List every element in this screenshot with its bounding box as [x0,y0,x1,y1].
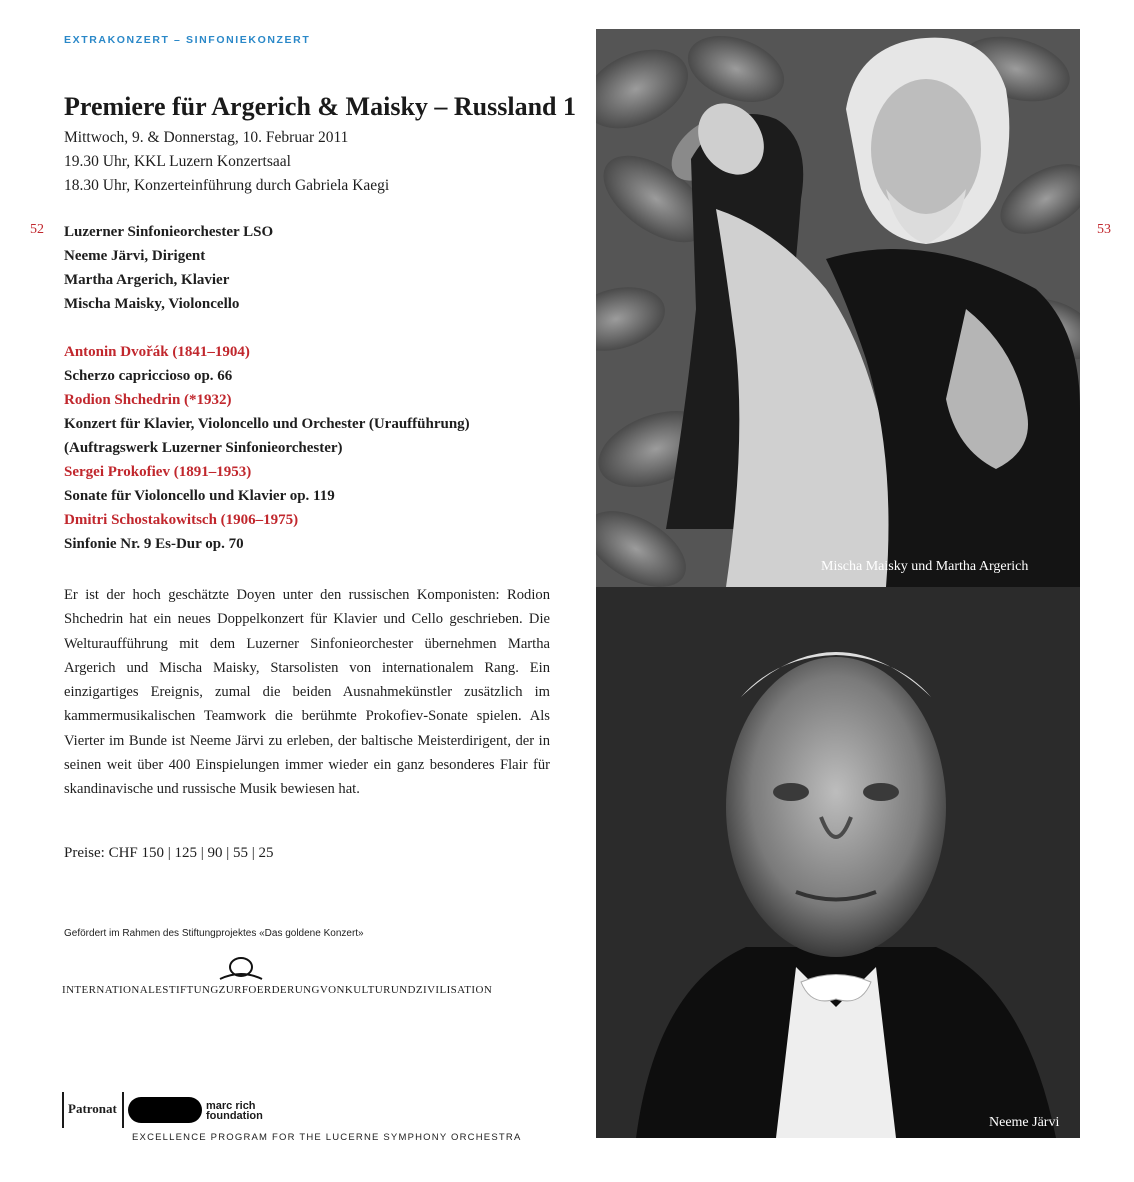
composer-prokofiev: Sergei Prokofiev (1891–1953) [64,464,252,480]
sponsor-note: Gefördert im Rahmen des Stiftungprojektes «Das goldene Konzert» [64,928,364,939]
composer-dvorak: Antonin Dvořák (1841–1904) [64,344,250,360]
description-paragraph: Er ist der hoch geschätzte Doyen unter den russischen Komponisten: Rodion Shchedrin hat ein neues Doppelkonzert für Klavier und Cello geschrieben. Die Welturaufführung mit dem Luzerner Sinfonieorchester übernehmen Martha Argerich und Mischa Maisky, Starsolisten von internationalem Rang. Ein einzigartiges Ereignis, zumal die beiden Ausnahmekünstler zusätzlich im kammermusikalischen Teamwork die berühmte Prokofiev-Sonate spielen. Als Vierter im Bunde ist Neeme Järvi zu erleben, der baltische Meisterdirigent, der in seinen weit über 400 Einspielungen immer wieder ein ganz besonderes Flair für skandinavische und russische Musik bewiesen hat. [64,587,550,798]
marc-rich-logo-text: marc rich foundation [206,1100,263,1122]
composer-shchedrin: Rodion Shchedrin (*1932) [64,392,232,408]
photo-maisky-argerich [596,29,1080,587]
performer-list [64,220,273,316]
price-list: Preise: CHF 150 | 125 | 90 | 55 | 25 [64,845,274,861]
event-intro-talk: 18.30 Uhr, Konzerteinführung durch Gabriela Kaegi [64,177,390,194]
photo-jarvi [596,587,1080,1138]
page-title: Premiere für Argerich & Maisky – Russland 1 [64,92,577,121]
divider [122,1092,124,1128]
program-list [64,340,470,556]
event-venue: 19.30 Uhr, KKL Luzern Konzertsaal [64,153,291,170]
photo-caption: Neeme Järvi [989,1115,1060,1130]
performer-orchestra: Luzerner Sinfonieorchester LSO [64,224,274,240]
work-item: (Auftragswerk Luzerner Sinfonieorchester) [64,440,343,456]
work-item: Sinfonie Nr. 9 Es-Dur op. 70 [64,536,244,552]
foundation-logo-icon [218,955,264,983]
performer-cello: Mischa Maisky, Violoncello [64,296,240,312]
excellence-program-line: EXCELLENCE PROGRAM FOR THE LUCERNE SYMPHONY ORCHESTRA [132,1132,522,1143]
section-kicker: EXTRAKONZERT – SINFONIEKONZERT [64,34,311,46]
event-date: Mittwoch, 9. & Donnerstag, 10. Februar 2011 [64,129,349,146]
patronat-label: Patronat [68,1101,117,1116]
performer-conductor: Neeme Järvi, Dirigent [64,248,206,264]
event-details [64,126,389,198]
foundation-name: INTERNATIONALESTIFTUNGZURFOERDERUNGVONKULTURUNDZIVILISATION [62,984,493,996]
page-number-left: 52 [30,222,44,237]
marc-rich-logo-icon [128,1097,202,1123]
work-item: Konzert für Klavier, Violoncello und Orchester (Uraufführung) [64,416,470,432]
photo-caption: Mischa Maisky und Martha Argerich [821,559,1029,574]
performer-piano: Martha Argerich, Klavier [64,272,230,288]
composer-schostakowitsch: Dmitri Schostakowitsch (1906–1975) [64,512,299,528]
page-number-right: 53 [1097,222,1111,237]
divider [62,1092,64,1128]
work-item: Sonate für Violoncello und Klavier op. 119 [64,488,335,504]
work-item: Scherzo capriccioso op. 66 [64,368,233,384]
